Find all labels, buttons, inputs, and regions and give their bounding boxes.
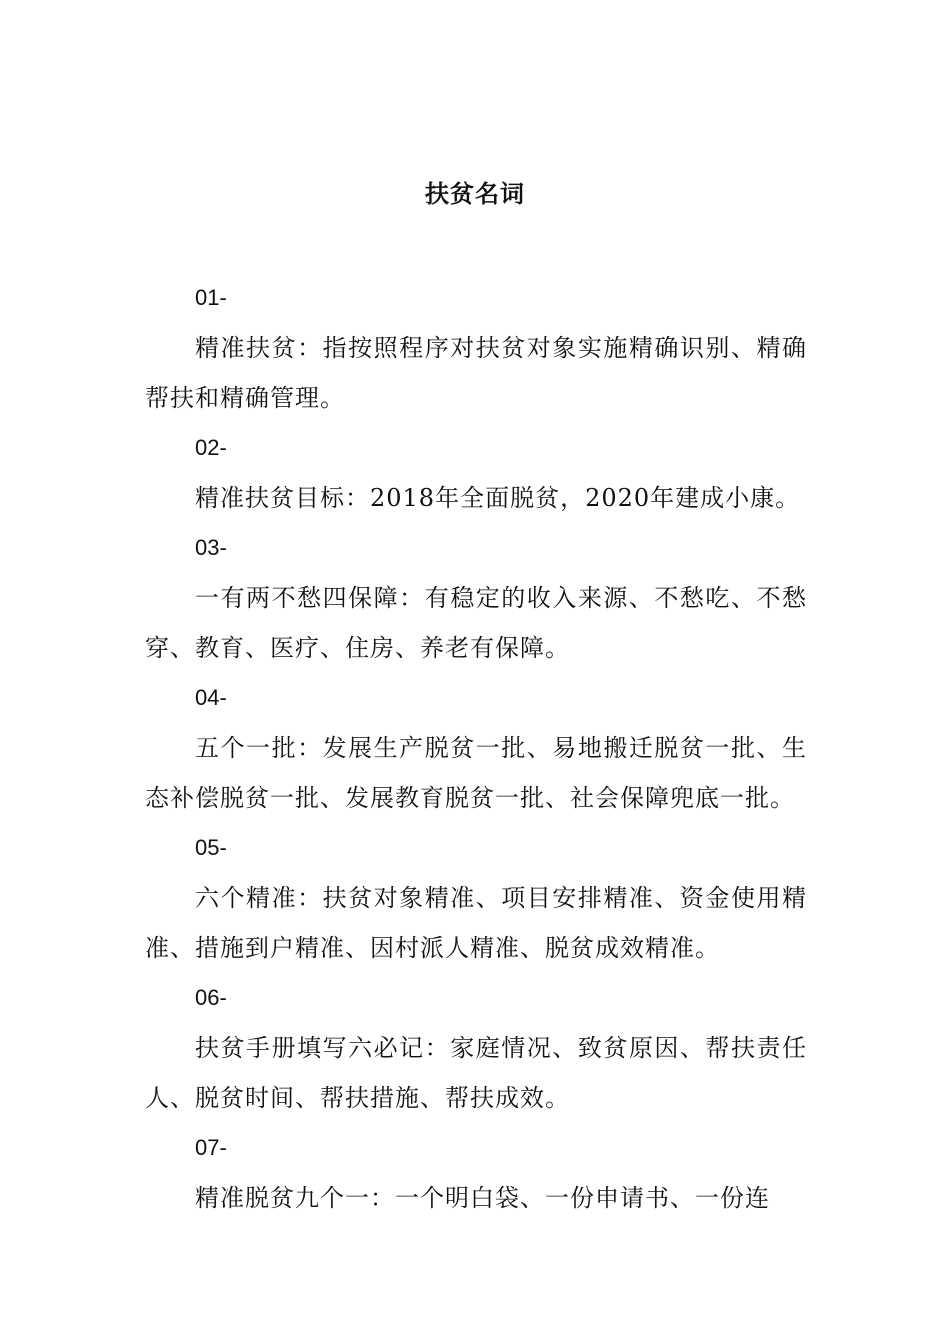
entry-number: 07- <box>195 1135 227 1160</box>
entry-number: 06- <box>195 985 227 1010</box>
entry-number: 03- <box>195 535 227 560</box>
document-body <box>145 273 807 1223</box>
entry-text: 扶贫手册填写六必记：家庭情况、致贫原因、帮扶责任人、脱贫时间、帮扶措施、帮扶成效。 <box>145 1034 807 1112</box>
entry-text: 精准脱贫九个一：一个明白袋、一份申请书、一份连 <box>195 1184 770 1212</box>
entry-number: 04- <box>195 685 227 710</box>
entry-text: 一有两不愁四保障：有稳定的收入来源、不愁吃、不愁穿、教育、医疗、住房、养老有保障。 <box>145 584 807 662</box>
entry-number: 05- <box>195 835 227 860</box>
entry-text: 六个精准：扶贫对象精准、项目安排精准、资金使用精准、措施到户精准、因村派人精准、脱贫成效精准。 <box>145 884 807 962</box>
entry-number: 02- <box>195 435 227 460</box>
entry-text: 精准扶贫：指按照程序对扶贫对象实施精确识别、精确帮扶和精确管理。 <box>145 334 807 412</box>
document-title: 扶贫名词 <box>425 180 525 208</box>
entry-number: 01- <box>195 285 227 310</box>
entry-text: 精准扶贫目标：2018年全面脱贫，2020年建成小康。 <box>195 484 801 512</box>
entry-text: 五个一批：发展生产脱贫一批、易地搬迁脱贫一批、生态补偿脱贫一批、发展教育脱贫一批、社会保障兜底一批。 <box>145 734 807 812</box>
